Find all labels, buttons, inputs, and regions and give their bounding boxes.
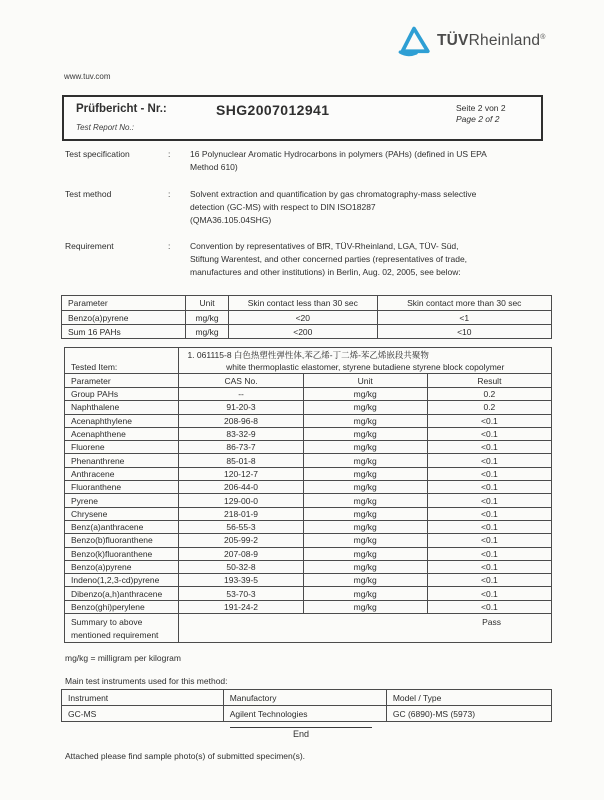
requirement-limits-table [61, 295, 552, 339]
result-parameter: Acenaphthylene [65, 414, 179, 427]
end-divider [230, 727, 372, 728]
result-parameter: Benzo(k)fluoranthene [65, 547, 179, 560]
tested-item-label: Tested Item: [65, 348, 179, 374]
test-specification-label: Test specification [65, 149, 130, 159]
result-parameter: Group PAHs [65, 388, 179, 401]
result-row [65, 388, 552, 401]
limit-unit: mg/kg [185, 325, 228, 339]
result-value: <0.1 [427, 441, 551, 454]
result-value: 0.2 [427, 388, 551, 401]
result-unit: mg/kg [303, 414, 427, 427]
requirement-limit-row [62, 311, 552, 325]
result-row [65, 587, 552, 600]
result-unit: mg/kg [303, 454, 427, 467]
result-cas: 191-24-2 [179, 600, 303, 613]
result-row [65, 534, 552, 547]
result-cas: 56-55-3 [179, 520, 303, 533]
result-cas: 207-08-9 [179, 547, 303, 560]
report-title-en: Test Report No.: [76, 123, 134, 132]
result-row [65, 414, 552, 427]
result-row [65, 560, 552, 573]
page-indicator [456, 103, 506, 125]
result-value: <0.1 [427, 494, 551, 507]
result-unit: mg/kg [303, 600, 427, 613]
result-unit: mg/kg [303, 534, 427, 547]
result-cas: 129-00-0 [179, 494, 303, 507]
result-cas: 208-96-8 [179, 414, 303, 427]
pass-value: Pass [482, 617, 501, 628]
result-unit: mg/kg [303, 467, 427, 480]
result-value: <0.1 [427, 547, 551, 560]
result-parameter: Indeno(1,2,3-cd)pyrene [65, 574, 179, 587]
summary-row [65, 614, 552, 643]
results-table [64, 347, 552, 643]
result-cas: 205-99-2 [179, 534, 303, 547]
attachment-note: Attached please find sample photo(s) of submitted specimen(s). [65, 751, 306, 761]
report-number: SHG2007012941 [216, 102, 330, 118]
limit-unit: mg/kg [185, 311, 228, 325]
result-parameter: Naphthalene [65, 401, 179, 414]
result-parameter: Benz(a)anthracene [65, 520, 179, 533]
result-parameter: Anthracene [65, 467, 179, 480]
result-cas: 91-20-3 [179, 401, 303, 414]
result-parameter: Fluorene [65, 441, 179, 454]
column-header: Unit [185, 296, 228, 311]
result-value: <0.1 [427, 560, 551, 573]
summary-label: Summary to above mentioned requirement [65, 614, 179, 643]
end-label: End [292, 729, 309, 739]
result-cas: 83-32-9 [179, 427, 303, 440]
result-cas: 218-01-9 [179, 507, 303, 520]
requirement-value: Convention by representatives of BfR, TÜV-Rheinland, LGA, TÜV- Süd, Stiftung Warentest, and other concerned parties (representatives of trade, manufactures and other institutions) in Berlin, Aug. 02, 2005, see below: [190, 241, 468, 277]
instruments-intro: Main test instruments used for this method: [65, 676, 228, 686]
result-unit: mg/kg [303, 587, 427, 600]
result-row [65, 427, 552, 440]
test-specification-row: Test specification : 16 Polynuclear Aromatic Hydrocarbons in polymers (PAHs) (defined in US EPA Method 610) [65, 148, 565, 174]
result-row [65, 600, 552, 613]
result-parameter: Pyrene [65, 494, 179, 507]
result-value: <0.1 [427, 427, 551, 440]
column-header: Unit [303, 374, 427, 388]
limit-lt30: <20 [229, 311, 377, 325]
column-header: Skin contact more than 30 sec [377, 296, 551, 311]
result-row [65, 467, 552, 480]
test-method-value: Solvent extraction and quantification by gas chromatography-mass selective detection (GC-MS) with respect to DIN ISO18287 (QMA36.105.04SHG) [190, 189, 477, 225]
limit-parameter: Benzo(a)pyrene [62, 311, 186, 325]
summary-result [179, 614, 552, 643]
result-unit: mg/kg [303, 494, 427, 507]
result-parameter: Dibenzo(a,h)anthracene [65, 587, 179, 600]
tuv-triangle-icon [396, 25, 437, 57]
result-value: <0.1 [427, 574, 551, 587]
instrument-name: GC-MS [62, 706, 224, 722]
result-cas: 85-01-8 [179, 454, 303, 467]
result-row [65, 454, 552, 467]
result-value: 0.2 [427, 401, 551, 414]
column-header: Model / Type [386, 690, 551, 706]
result-parameter: Benzo(ghi)perylene [65, 600, 179, 613]
website-url: www.tuv.com [64, 72, 111, 81]
column-header: Result [427, 374, 551, 388]
result-value: <0.1 [427, 454, 551, 467]
requirement-limit-row [62, 325, 552, 339]
result-parameter: Phenanthrene [65, 454, 179, 467]
tuv-rheinland-logo [396, 25, 546, 57]
column-header: Manufactory [223, 690, 386, 706]
limit-lt30: <200 [229, 325, 377, 339]
result-cas: 50-32-8 [179, 560, 303, 573]
report-title-de: Prüfbericht - Nr.: [76, 103, 167, 115]
limit-gt30: <10 [377, 325, 551, 339]
result-value: <0.1 [427, 507, 551, 520]
results-table-header [65, 374, 552, 388]
result-unit: mg/kg [303, 560, 427, 573]
requirement-row: Requirement : Convention by representatives of BfR, TÜV-Rheinland, LGA, TÜV- Süd, Stiftung Warentest, and other concerned parties (representatives of trade, manufactures and other institutions) in Berlin, Aug. 02, 2005, see below: [65, 240, 565, 279]
report-header-box [62, 95, 543, 141]
result-parameter: Benzo(a)pyrene [65, 560, 179, 573]
result-parameter: Fluoranthene [65, 481, 179, 494]
result-row [65, 520, 552, 533]
result-row [65, 494, 552, 507]
result-row [65, 547, 552, 560]
instrument-row [62, 706, 552, 722]
result-cas: 206-44-0 [179, 481, 303, 494]
instruments-table-header [62, 690, 552, 706]
column-header: Parameter [65, 374, 179, 388]
result-cas: 53-70-3 [179, 587, 303, 600]
result-unit: mg/kg [303, 388, 427, 401]
result-row [65, 401, 552, 414]
result-cas: 193-39-5 [179, 574, 303, 587]
result-value: <0.1 [427, 467, 551, 480]
result-unit: mg/kg [303, 520, 427, 533]
result-parameter: Benzo(b)fluoranthene [65, 534, 179, 547]
page-indicator-en: Page 2 of 2 [456, 114, 500, 124]
result-unit: mg/kg [303, 441, 427, 454]
end-marker [230, 727, 372, 739]
result-cas: -- [179, 388, 303, 401]
result-parameter: Chrysene [65, 507, 179, 520]
result-value: <0.1 [427, 520, 551, 533]
result-value: <0.1 [427, 600, 551, 613]
test-method-label: Test method [65, 189, 112, 199]
instruments-table [61, 689, 552, 722]
result-unit: mg/kg [303, 401, 427, 414]
result-unit: mg/kg [303, 507, 427, 520]
requirement-label: Requirement [65, 241, 114, 251]
result-value: <0.1 [427, 481, 551, 494]
column-header: Instrument [62, 690, 224, 706]
column-header: CAS No. [179, 374, 303, 388]
result-value: <0.1 [427, 414, 551, 427]
limit-parameter: Sum 16 PAHs [62, 325, 186, 339]
result-row [65, 441, 552, 454]
result-row [65, 574, 552, 587]
result-cas: 120-12-7 [179, 467, 303, 480]
result-row [65, 481, 552, 494]
result-unit: mg/kg [303, 481, 427, 494]
column-header: Skin contact less than 30 sec [229, 296, 377, 311]
tested-item-description: 1. 061115-8 白色热塑性弹性体,苯乙烯-丁二烯-苯乙烯嵌段共聚物 white thermoplastic elastomer, styrene butadiene styrene block copolymer [179, 348, 552, 374]
test-method-row: Test method : Solvent extraction and quantification by gas chromatography-mass selective detection (GC-MS) with respect to DIN ISO18287 (QMA36.105.04SHG) [65, 188, 565, 227]
result-row [65, 507, 552, 520]
logo-wordmark: TÜVRheinland® [437, 32, 546, 49]
instrument-manufactory: Agilent Technologies [223, 706, 386, 722]
result-unit: mg/kg [303, 547, 427, 560]
tested-item-row [65, 348, 552, 374]
result-value: <0.1 [427, 534, 551, 547]
result-parameter: Acenaphthene [65, 427, 179, 440]
result-unit: mg/kg [303, 427, 427, 440]
page-indicator-de: Seite 2 von 2 [456, 103, 506, 113]
result-value: <0.1 [427, 587, 551, 600]
mgkg-footnote: mg/kg = milligram per kilogram [65, 653, 181, 663]
limit-gt30: <1 [377, 311, 551, 325]
result-unit: mg/kg [303, 574, 427, 587]
instrument-model: GC (6890)-MS (5973) [386, 706, 551, 722]
test-specification-value: 16 Polynuclear Aromatic Hydrocarbons in polymers (PAHs) (defined in US EPA Method 610) [190, 149, 487, 172]
requirement-table-header [62, 296, 552, 311]
column-header: Parameter [62, 296, 186, 311]
result-cas: 86-73-7 [179, 441, 303, 454]
